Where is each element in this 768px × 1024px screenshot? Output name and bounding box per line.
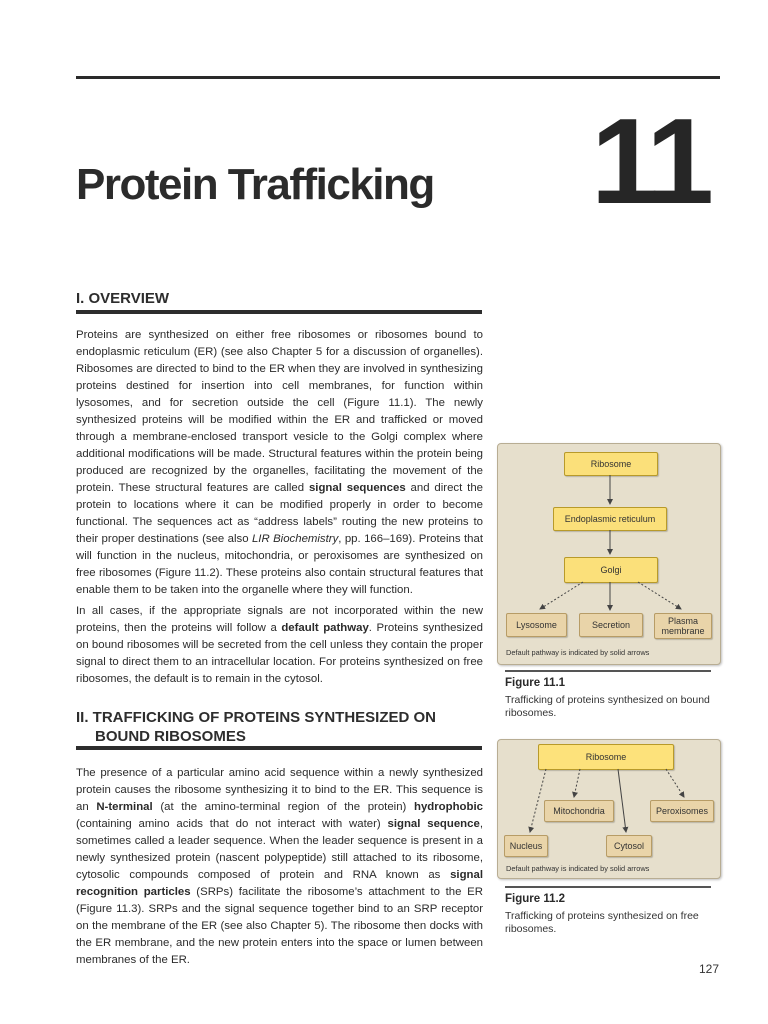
figure-11-1-label: Figure 11.1 <box>505 677 566 689</box>
bold-term: default pathway <box>281 622 369 634</box>
text-run: . Proteins synthesized on bound ribosomes will be secreted from the cell unless they contain the proper signal to direct them to an intracellular location. For proteins synthesized on free ribosomes, the default is to remain in the cytosol. <box>76 622 483 685</box>
text-run: (SRPs) facilitate the ribosome’s attachment to the ER (Figure 11.3). SRPs and the signal sequence together bind to an SRP receptor on the membrane of the ER (see also Chapter 5). The ribosome then docks with the ER membrane, and the new protein enters into the space or lumen between membranes of the ER. <box>76 886 483 966</box>
node-mitochondria: Mitochondria <box>544 800 614 822</box>
figure-note: Default pathway is indicated by solid arrows <box>506 648 650 657</box>
node-ribosome: Ribosome <box>564 452 658 476</box>
bold-term: signal sequences <box>308 482 406 494</box>
figure-11-2-arrows <box>498 740 720 878</box>
figure-11-2-caption: Trafficking of proteins synthesized on free ribosomes. <box>505 910 699 935</box>
bold-term: hydrophobic <box>414 801 483 813</box>
node-peroxisomes: Peroxisomes <box>650 800 714 822</box>
section-rule <box>76 310 482 314</box>
section-heading-overview: I. OVERVIEW <box>76 290 170 307</box>
figure-11-1-caption: Trafficking of proteins synthesized on bound ribosomes. <box>505 694 710 719</box>
text-run: (at the amino-terminal region of the protein) <box>152 801 414 813</box>
node-golgi: Golgi <box>564 557 658 583</box>
node-endoplasmic-reticulum: Endoplasmic reticulum <box>553 507 667 531</box>
figure-note: Default pathway is indicated by solid arrows <box>506 864 650 873</box>
node-secretion: Secretion <box>579 613 643 637</box>
section-heading-line: BOUND RIBOSOMES <box>95 728 246 745</box>
italic-term: LIR Biochemistry <box>251 533 339 545</box>
chapter-title: Protein Trafficking <box>76 160 434 209</box>
figure-11-2-diagram <box>497 739 721 879</box>
text-run: , sometimes called a leader sequence. When the leader sequence is present in a newly synthesized protein (nascent polypeptide) still attached to its ribosome, cytosolic compounds composed of protein and RNA known as <box>76 818 483 881</box>
body-paragraph <box>76 765 483 969</box>
figure-11-2-label: Figure 11.2 <box>505 893 566 905</box>
figure-rule <box>505 886 711 888</box>
top-rule <box>76 76 720 79</box>
text-run: Proteins are synthesized on either free ribosomes or ribosomes bound to endoplasmic reticulum (ER) (see also Chapter 5 for a discussion of organelles). Ribosomes are directed to bind to the ER when they are involved in synthesizing proteins destined for insertion into cell membranes, for function within lysosomes, and for secretion outside the cell (Figure 11.1). The newly synthesized proteins will be modified within the ER and trafficked or moved through a membrane-enclosed transport vesicle to the Golgi complex where additional modifications will be made. Structural features within the protein being produced are recognized by the organelles, facilitating the movement of the protein. These structural features are called <box>76 329 483 494</box>
node-plasma-membrane: Plasma membrane <box>654 613 712 639</box>
text-run: In all cases, if the appropriate signals are not incorporated within the new proteins, then the proteins will follow a <box>76 605 483 634</box>
text-run: (containing amino acids that do not interact with water) <box>76 818 388 830</box>
body-paragraph <box>76 327 483 599</box>
figure-11-1-diagram <box>497 443 721 665</box>
page-number: 127 <box>699 962 720 976</box>
bold-term: signal recognition particles <box>76 869 483 898</box>
text-run: , pp. 166–169). Proteins that will function in the nucleus, mitochondria, or peroxisomes are synthesized on free ribosomes (Figure 11.2). These proteins also contain structural features that enable them to be taken into the organelle where they will function. <box>76 533 483 596</box>
section-heading-bound-ribosomes <box>76 709 436 745</box>
section-heading-line: II. TRAFFICKING OF PROTEINS SYNTHESIZED ON <box>76 709 437 726</box>
figure-11-1-arrows <box>498 444 720 664</box>
section-rule <box>76 746 482 750</box>
body-paragraph <box>76 603 483 688</box>
bold-term: N-terminal <box>96 801 153 813</box>
node-ribosome: Ribosome <box>538 744 674 770</box>
node-nucleus: Nucleus <box>504 835 548 857</box>
figure-rule <box>505 670 711 672</box>
node-lysosome: Lysosome <box>506 613 567 637</box>
text-run: and direct the protein to locations where it can be modified properly in order to become functional. The sequences act as “address labels” routing the new proteins to their proper destinations (see also <box>76 482 483 545</box>
text-run: The presence of a particular amino acid sequence within a newly synthesized protein causes the ribosome synthesizing it to bind to the ER. This sequence is an <box>76 767 483 813</box>
node-cytosol: Cytosol <box>606 835 652 857</box>
bold-term: signal sequence <box>387 818 480 830</box>
chapter-number: 11 <box>591 93 708 229</box>
